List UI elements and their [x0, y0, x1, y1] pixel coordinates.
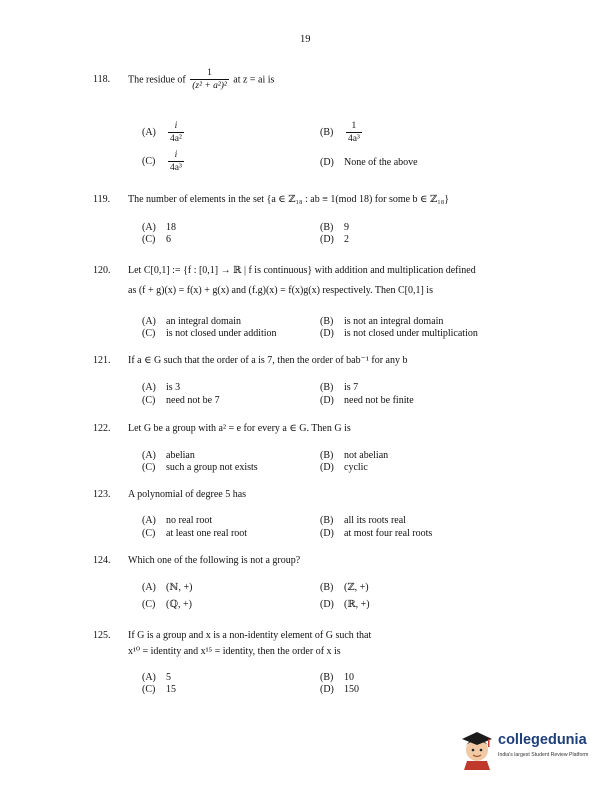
- option-label: (C): [142, 599, 156, 610]
- option-d[interactable]: [320, 599, 370, 611]
- question-stem: If a ∈ G such that the order of a is 7, then the order of bab⁻¹ for any b: [128, 355, 408, 366]
- option-c[interactable]: [142, 684, 176, 696]
- option-label: (A): [142, 672, 156, 683]
- option-text: is not an integral domain: [344, 316, 444, 327]
- option-b[interactable]: [320, 316, 443, 328]
- question-number: 123.: [93, 489, 111, 500]
- question-number: 121.: [93, 355, 111, 366]
- option-text: abelian: [166, 450, 195, 461]
- option-label: (B): [320, 672, 334, 683]
- option-label: (B): [320, 582, 334, 593]
- option-c[interactable]: [142, 234, 171, 246]
- option-label: (A): [142, 127, 156, 139]
- option-label: (D): [320, 462, 334, 473]
- option-a[interactable]: [142, 222, 176, 234]
- question-120: [93, 264, 523, 278]
- option-a[interactable]: [142, 382, 180, 394]
- option-label: (C): [142, 156, 156, 168]
- option-c[interactable]: [142, 528, 247, 540]
- option-text: is 3: [166, 382, 181, 393]
- question-stem: Which one of the following is not a group?: [128, 555, 301, 566]
- option-label: (D): [320, 684, 334, 695]
- question-line-2: x¹⁰ = identity and x¹⁵ = identity, then the order of x is: [128, 646, 341, 657]
- option-text: 10: [344, 672, 354, 683]
- option-text: 5: [166, 672, 171, 683]
- question-number: 122.: [93, 423, 111, 434]
- question-122: [93, 422, 523, 436]
- option-label: (C): [142, 684, 156, 695]
- question-118: [93, 68, 523, 92]
- option-a[interactable]: [142, 450, 195, 462]
- logo-tagline: India's largest Student Review Platform: [498, 752, 589, 758]
- question-stem: A polynomial of degree 5 has: [128, 489, 247, 500]
- option-numerator: i: [168, 121, 184, 133]
- option-c[interactable]: [142, 462, 258, 474]
- option-a[interactable]: [142, 316, 241, 328]
- question-stem: Let G be a group with a² = e for every a ∈ G. Then G is: [128, 423, 351, 434]
- option-a[interactable]: [142, 515, 212, 527]
- option-d[interactable]: [320, 234, 349, 246]
- option-label: (D): [320, 599, 334, 610]
- option-b[interactable]: [320, 515, 406, 527]
- option-text: not abelian: [344, 450, 389, 461]
- option-c[interactable]: [142, 599, 192, 611]
- question-line-1: If G is a group and x is a non-identity element of G such that: [128, 630, 372, 641]
- option-text: is not closed under addition: [166, 328, 277, 339]
- option-b[interactable]: [320, 582, 369, 594]
- option-label: (A): [142, 316, 156, 327]
- option-label: (B): [320, 127, 334, 139]
- option-denominator: 4a³: [170, 163, 182, 173]
- option-denominator: 4a²: [170, 134, 182, 144]
- option-text: 18: [166, 222, 176, 233]
- question-stem-pre: The residue of: [128, 74, 186, 86]
- option-d[interactable]: [320, 328, 478, 340]
- option-denominator: 4a³: [348, 134, 360, 144]
- graduate-mascot-icon: [458, 728, 496, 770]
- option-label: (D): [320, 328, 334, 339]
- question-stem-post: at z = ai is: [233, 74, 275, 86]
- option-b[interactable]: [320, 450, 388, 462]
- option-numerator: 1: [346, 121, 362, 133]
- question-stem: The number of elements in the set {a ∈ ℤ₁₈ : ab ≡ 1(mod 18) for some b ∈ ℤ₁₈}: [128, 194, 450, 205]
- question-124: [93, 554, 523, 568]
- logo-wordmark: collegedunia: [498, 732, 587, 748]
- option-c[interactable]: [142, 328, 277, 340]
- option-label: (B): [320, 316, 334, 327]
- option-label: (B): [320, 222, 334, 233]
- option-text: 9: [344, 222, 349, 233]
- option-text: 150: [344, 684, 359, 695]
- option-b[interactable]: [320, 672, 354, 684]
- option-text: (ℤ, +): [344, 582, 369, 593]
- option-text: at most four real roots: [344, 528, 433, 539]
- option-a[interactable]: [142, 672, 171, 684]
- option-text: 2: [344, 234, 349, 245]
- option-text: an integral domain: [166, 316, 241, 327]
- option-b[interactable]: [320, 222, 349, 234]
- option-label: (A): [142, 515, 156, 526]
- fraction-numerator: 1: [190, 68, 228, 80]
- option-b[interactable]: [320, 121, 364, 145]
- question-125-line-2: [128, 645, 528, 659]
- option-text: is not closed under multiplication: [344, 328, 478, 339]
- option-label: (C): [142, 462, 156, 473]
- option-text: no real root: [166, 515, 213, 526]
- option-label: (B): [320, 515, 334, 526]
- option-text: all its roots real: [344, 515, 406, 526]
- residue-fraction: [190, 68, 228, 92]
- option-text: cyclic: [344, 462, 368, 473]
- option-text: (ℕ, +): [166, 582, 193, 593]
- option-label: (D): [320, 395, 334, 406]
- option-text: is 7: [344, 382, 359, 393]
- option-d[interactable]: [320, 395, 414, 407]
- page-number: 19: [300, 34, 311, 45]
- question-123: [93, 488, 523, 502]
- option-label: (B): [320, 382, 334, 393]
- option-label: (A): [142, 382, 156, 393]
- option-label: (B): [320, 450, 334, 461]
- question-number: 120.: [93, 265, 111, 276]
- fraction-denominator: (z² + a²)²: [192, 81, 227, 91]
- option-d[interactable]: [320, 462, 368, 474]
- question-125: [93, 629, 523, 643]
- option-label: (D): [320, 157, 334, 168]
- option-label: (C): [142, 395, 156, 406]
- question-number: 124.: [93, 555, 111, 566]
- option-label: (D): [320, 528, 334, 539]
- question-number: 119.: [93, 194, 111, 205]
- option-text: 6: [166, 234, 171, 245]
- option-text: such a group not exists: [166, 462, 258, 473]
- option-numerator: i: [168, 150, 184, 162]
- option-text: need not be finite: [344, 395, 414, 406]
- option-text: (ℝ, +): [344, 599, 370, 610]
- option-label: (C): [142, 234, 156, 245]
- question-line-2: as (f + g)(x) = f(x) + g(x) and (f.g)(x) = f(x)g(x) respectively. Then C[0,1] is: [128, 285, 433, 296]
- question-121: [93, 354, 523, 368]
- option-text: need not be 7: [166, 395, 220, 406]
- option-text: (ℚ, +): [166, 599, 193, 610]
- option-d[interactable]: [320, 157, 418, 169]
- option-text: at least one real root: [166, 528, 248, 539]
- question-line-1: Let C[0,1] := {f : [0,1] → ℝ | f is continuous} with addition and multiplication defined: [128, 265, 476, 276]
- option-a[interactable]: [142, 582, 192, 594]
- question-119: [93, 193, 523, 207]
- option-d[interactable]: [320, 528, 432, 540]
- question-number: 118.: [93, 74, 111, 86]
- option-c[interactable]: [142, 395, 220, 407]
- option-text: None of the above: [344, 157, 418, 168]
- option-c[interactable]: [142, 150, 186, 174]
- question-120-line-2: [128, 284, 528, 298]
- option-label: (A): [142, 582, 156, 593]
- option-d[interactable]: [320, 684, 359, 696]
- option-b[interactable]: [320, 382, 358, 394]
- option-label: (C): [142, 528, 156, 539]
- option-text: 15: [166, 684, 176, 695]
- collegedunia-logo[interactable]: [458, 728, 608, 772]
- option-label: (D): [320, 234, 334, 245]
- question-number: 125.: [93, 630, 111, 641]
- option-label: (C): [142, 328, 156, 339]
- option-a[interactable]: [142, 121, 186, 145]
- option-label: (A): [142, 222, 156, 233]
- option-label: (A): [142, 450, 156, 461]
